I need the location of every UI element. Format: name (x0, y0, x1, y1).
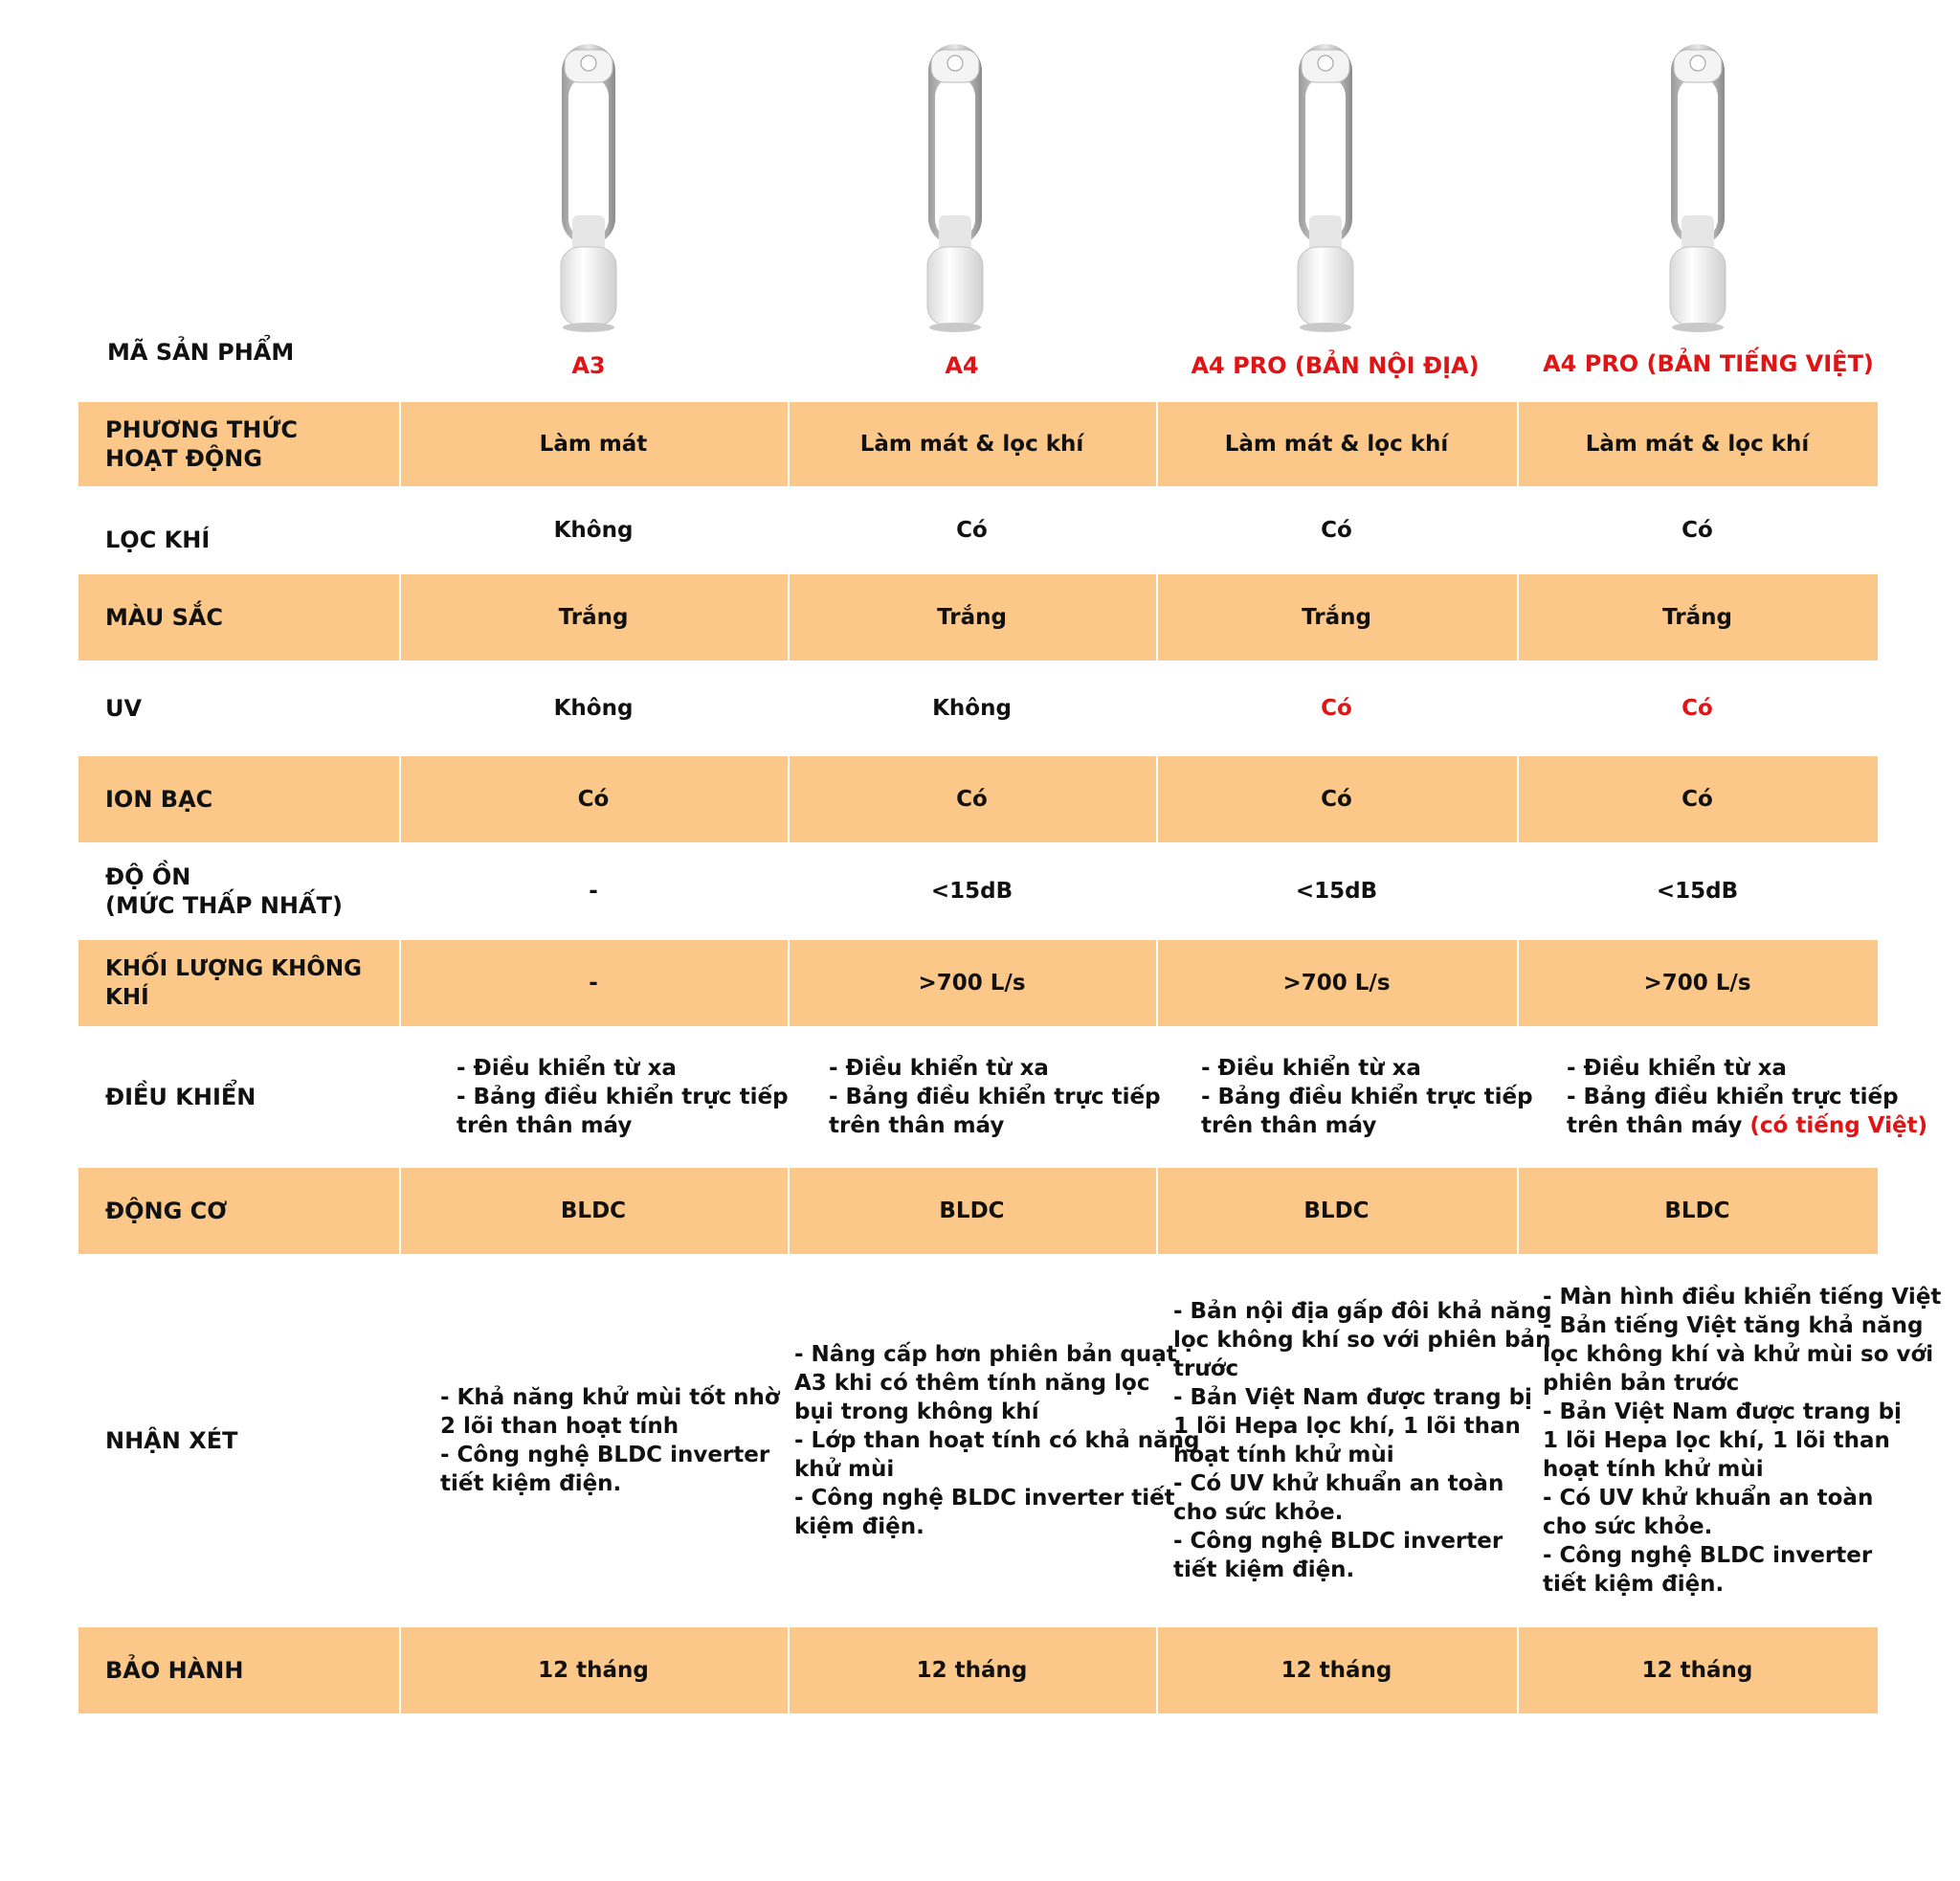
row-label: PHƯƠNG THỨC HOẠT ĐỘNG (105, 416, 298, 472)
cell: BLDC (1303, 1198, 1370, 1223)
row-label: ĐỘNG CƠ (105, 1198, 228, 1224)
product-code-a4pro-vn: A4 PRO (BẢN TIẾNG VIỆT) (1543, 350, 1874, 377)
cell: Trắng (1302, 605, 1371, 630)
cell: 12 tháng (538, 1658, 649, 1683)
row-ion (78, 756, 1878, 842)
row-label: BẢO HÀNH (105, 1657, 244, 1684)
product-image-a4pro-vn (1602, 38, 1793, 335)
row-motor (78, 1168, 1878, 1254)
cell: >700 L/s (1643, 971, 1751, 996)
cell: >700 L/s (1282, 971, 1391, 996)
cell: 12 tháng (1281, 1658, 1392, 1683)
cell: Có (956, 518, 988, 543)
cell: Làm mát & lọc khí (1585, 432, 1810, 457)
cell: BLDC (939, 1198, 1005, 1223)
review-a4pro-vn: - Màn hình điều khiển tiếng Việt - Bản tiếng Việt tăng khả năng lọc không khí và khử mùi so với phiên bản trước - Bản Việt Nam được trang bị 1 lõi Hepa lọc khí, 1 lõi than hoạt tính khử mùi - Có UV khử khuẩn an toàn cho sức khỏe. - Công nghệ BLDC inverter tiết kiệm điện. (1543, 1285, 1942, 1597)
bladeless-tower-fan-icon (912, 38, 998, 335)
product-image-a4pro-nd (1230, 38, 1421, 335)
row-label: ĐỘ ỒN (MỨC THẤP NHẤT) (105, 863, 343, 919)
row-warranty (78, 1627, 1878, 1713)
row-label: KHỐI LƯỢNG KHÔNG KHÍ (105, 956, 363, 1010)
cell: - Điều khiển từ xa - Bảng điều khiển trực tiếp trên thân máy (1201, 1056, 1533, 1138)
cell: Có (1321, 518, 1352, 543)
cell: Không (932, 696, 1012, 721)
row-airflow (78, 940, 1878, 1026)
cell: Trắng (558, 605, 629, 630)
row-color (78, 574, 1878, 661)
review-a4: - Nâng cấp hơn phiên bản quạt A3 khi có thêm tính năng lọc bụi trong không khí - Lớp than hoạt tính có khả năng khử mùi - Công nghệ BLDC inverter tiết kiệm điện. (794, 1342, 1200, 1539)
cell: Có (1682, 787, 1713, 812)
product-code-a4pro-nd: A4 PRO (BẢN NỘI ĐỊA) (1191, 352, 1480, 379)
cell: Làm mát (539, 432, 648, 457)
product-image-a3 (493, 38, 684, 335)
product-image-a4 (859, 38, 1051, 335)
cell: Làm mát & lọc khí (1224, 432, 1449, 457)
product-code-a4: A4 (945, 352, 979, 379)
row-label: NHẬN XÉT (105, 1427, 238, 1454)
cell: BLDC (1664, 1198, 1730, 1223)
cell: Có (1682, 696, 1713, 721)
row-mode (78, 402, 1878, 486)
cell: Có (956, 787, 988, 812)
row-noise (78, 842, 1878, 940)
cell: BLDC (560, 1198, 627, 1223)
bladeless-tower-fan-icon (546, 38, 632, 335)
product-code-a3: A3 (571, 352, 606, 379)
cell: Không (553, 696, 634, 721)
cell: Có (577, 787, 610, 812)
cell: - Điều khiển từ xa - Bảng điều khiển trực tiếp trên thân máy (829, 1056, 1161, 1138)
row-review (78, 1254, 1942, 1627)
cell: <15dB (1295, 879, 1378, 904)
row-label: ĐIỀU KHIỂN (105, 1084, 256, 1110)
cell: - Điều khiển từ xa - Bảng điều khiển trực tiếp trên thân máy (có tiếng Việt) (1567, 1056, 1928, 1138)
cell: Trắng (937, 605, 1007, 630)
cell: Có (1682, 518, 1713, 543)
cell: <15dB (930, 879, 1013, 904)
cell: - (589, 879, 598, 904)
row-filter (78, 486, 1878, 574)
cell: Trắng (1662, 605, 1732, 630)
bladeless-tower-fan-icon (1655, 38, 1741, 335)
cell: <15dB (1656, 879, 1739, 904)
row-control (78, 1026, 1928, 1168)
cell: Có (1321, 787, 1352, 812)
cell: Không (553, 518, 634, 543)
review-a3: - Khả năng khử mùi tốt nhờ 2 lõi than hoạt tính - Công nghệ BLDC inverter tiết kiệm điện. (440, 1385, 780, 1496)
row-label: LỌC KHÍ (105, 526, 211, 553)
cell: - Điều khiển từ xa - Bảng điều khiển trực tiếp trên thân máy (457, 1056, 789, 1138)
cell: Làm mát & lọc khí (859, 432, 1084, 457)
bladeless-tower-fan-icon (1282, 38, 1369, 335)
row-label: ION BẠC (105, 786, 213, 813)
row-label: UV (105, 695, 143, 722)
cell: - (589, 971, 598, 996)
cell: Có (1321, 696, 1352, 721)
row-label: MÀU SẮC (105, 604, 224, 631)
cell: 12 tháng (916, 1658, 1028, 1683)
cell: 12 tháng (1641, 1658, 1753, 1683)
review-a4pro-nd: - Bản nội địa gấp đôi khả năng lọc không khí so với phiên bản trước - Bản Việt Nam được trang bị 1 lõi Hepa lọc khí, 1 lõi than hoạt tính khử mùi - Có UV khử khuẩn an toàn cho sức khỏe. - Công nghệ BLDC inverter tiết kiệm điện. (1173, 1299, 1552, 1582)
product-code-label: MÃ SẢN PHẨM (107, 339, 295, 366)
cell: >700 L/s (918, 971, 1026, 996)
row-uv (78, 661, 1878, 756)
